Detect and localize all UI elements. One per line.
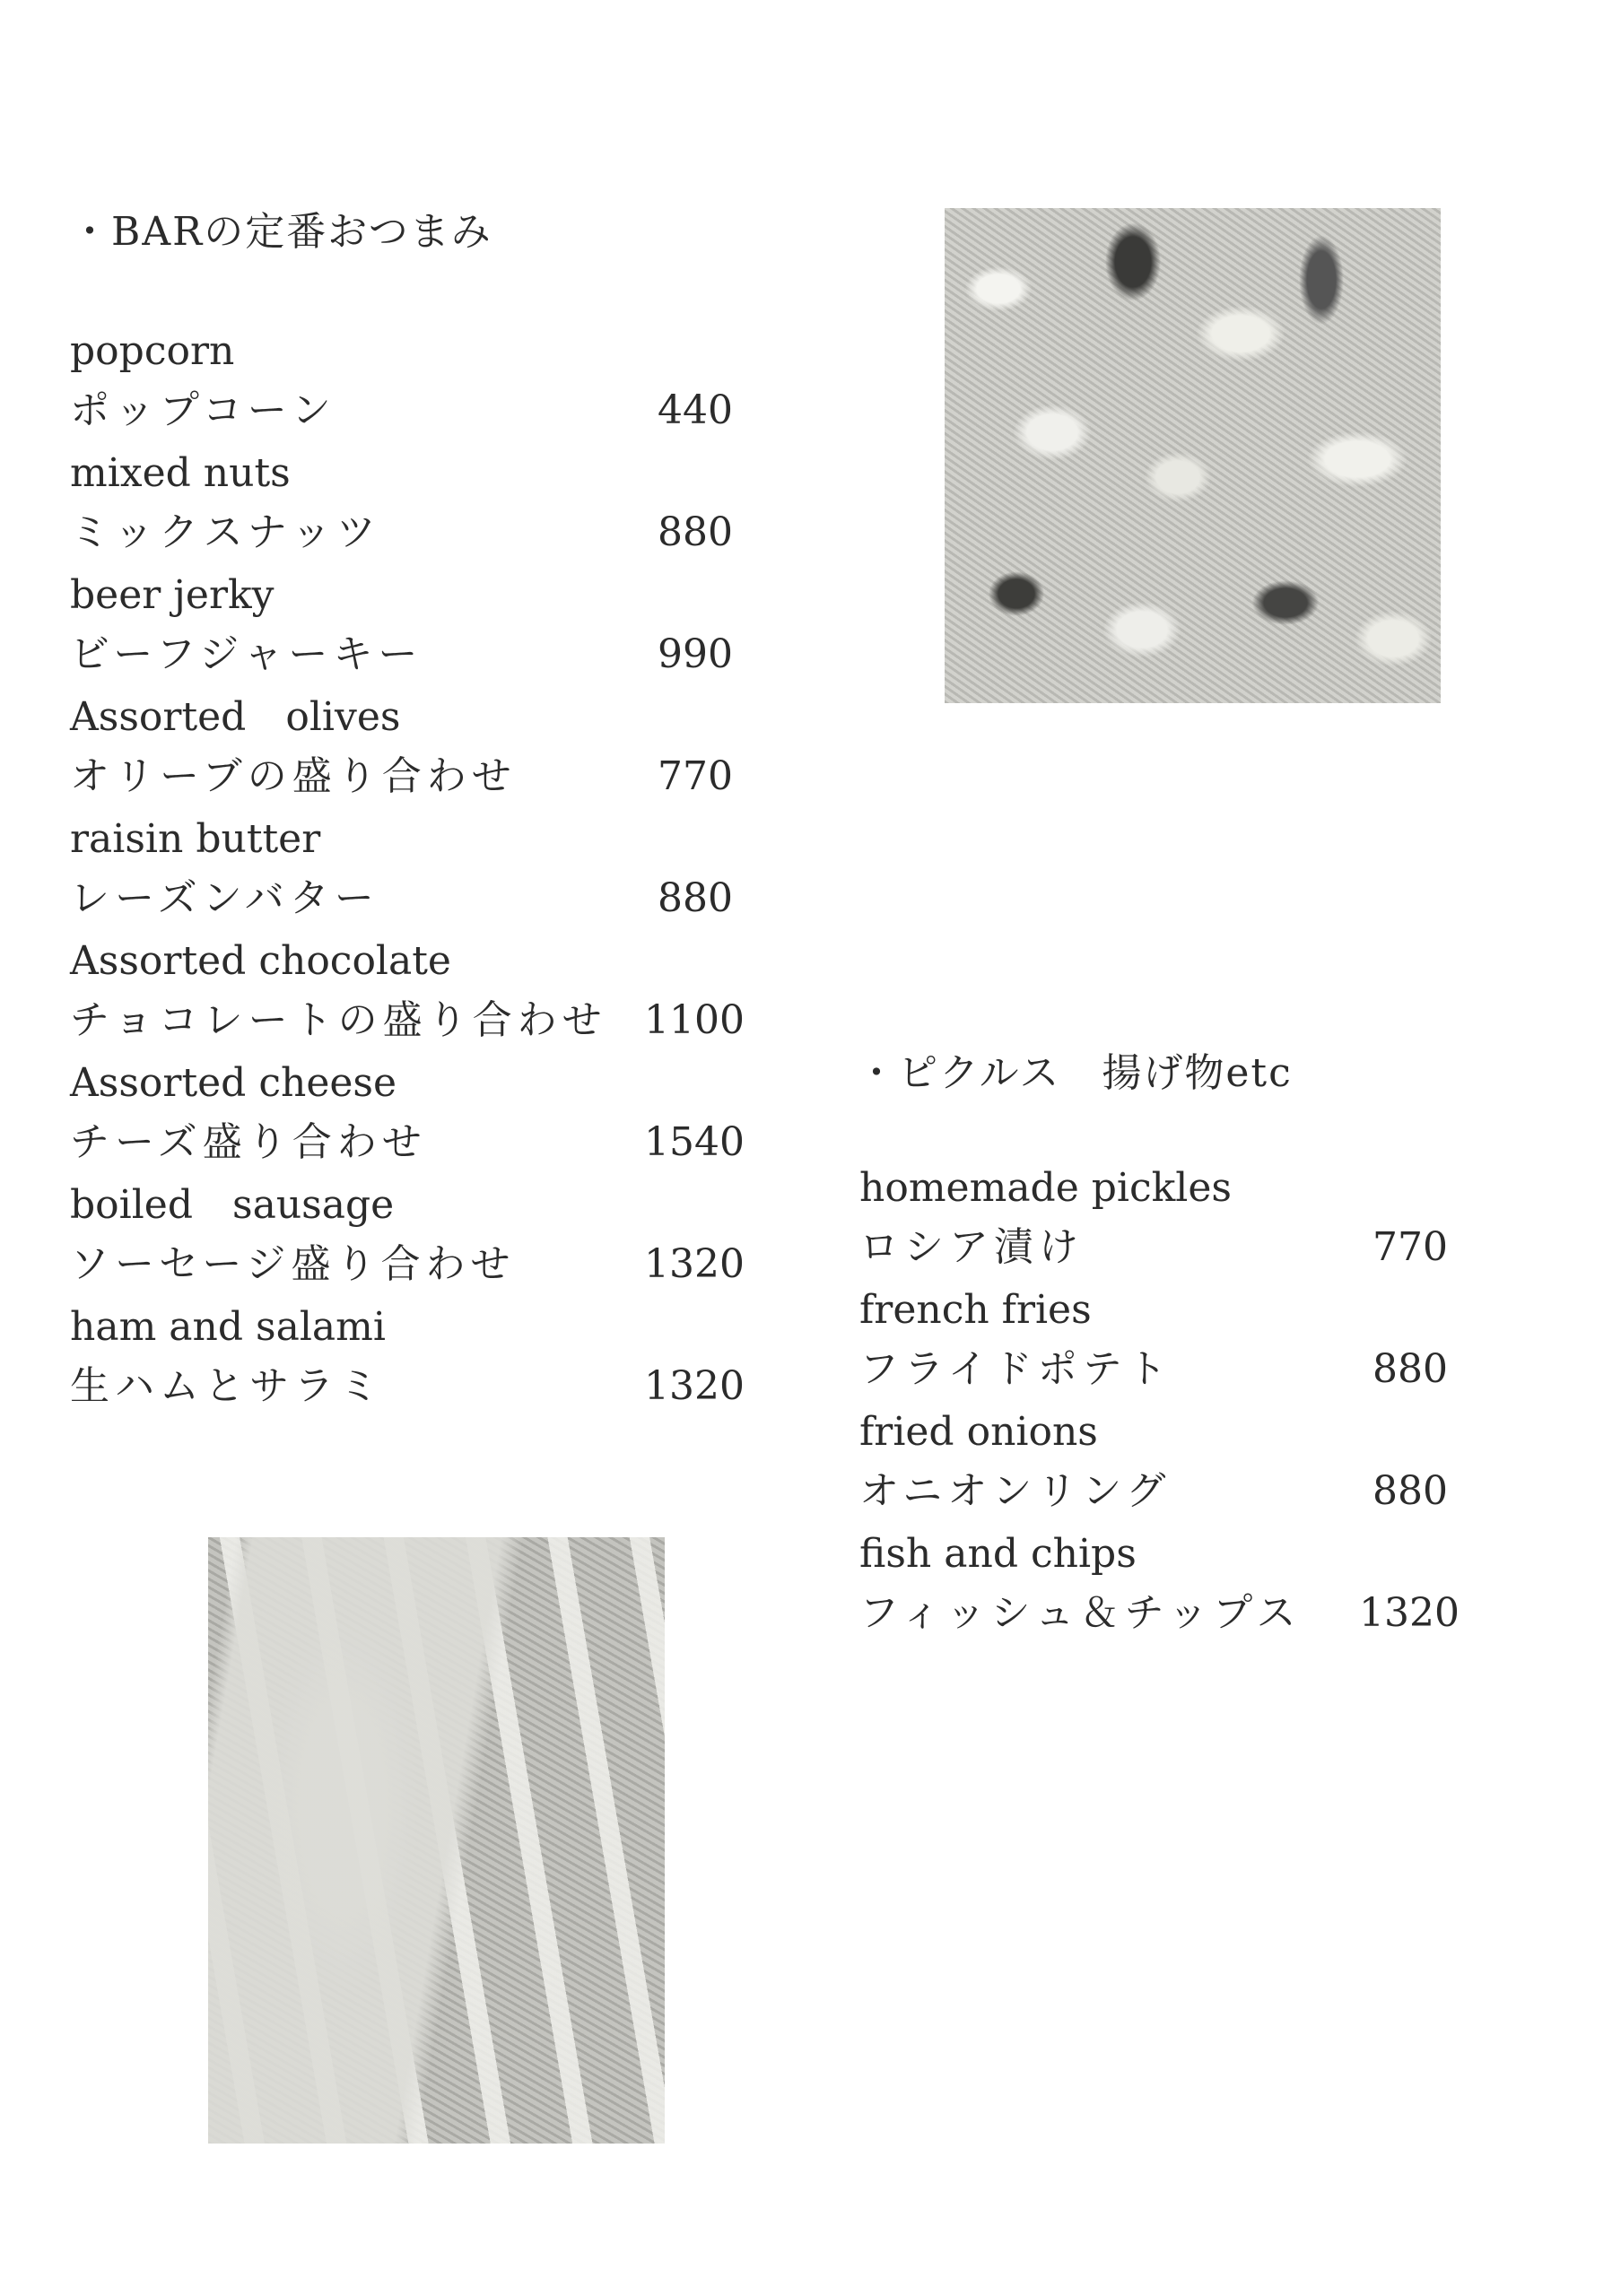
menu-item-japanese-name: フィッシュ＆チップス (859, 1590, 1302, 1636)
section-title-bar-snacks: ・BARの定番おつまみ (70, 209, 492, 255)
menu-item-japanese-name: チーズ盛り合わせ (70, 1119, 427, 1165)
mixed-nuts-photo (945, 208, 1441, 703)
menu-item-price: 1540 (644, 1119, 745, 1165)
menu-item-japanese-name: レーズンバター (70, 875, 379, 921)
menu-item-japanese-name: ポップコーン (70, 387, 336, 433)
menu-item-english-name: fried onions (859, 1409, 1098, 1455)
menu-item-japanese-name: チョコレートの盛り合わせ (70, 997, 607, 1043)
menu-item-price: 880 (1373, 1346, 1448, 1392)
menu-item-ham-salami (70, 1300, 752, 1422)
menu-item-english-name: mixed nuts (70, 450, 291, 496)
menu-item-japanese-name: ロシア漬け (859, 1224, 1084, 1270)
menu-item-english-name: popcorn (70, 328, 235, 374)
menu-item-chocolate (70, 935, 752, 1057)
menu-item-japanese-name: オニオンリング (859, 1468, 1172, 1514)
menu-item-olives (70, 691, 752, 813)
menu-item-price: 770 (1373, 1224, 1448, 1270)
menu-item-price: 1100 (644, 997, 745, 1043)
section-title-pickles-fried: ・ピクルス 揚げ物etc (857, 1050, 1293, 1096)
menu-item-fish-and-chips (859, 1527, 1469, 1649)
menu-item-english-name: Assorted cheese (70, 1060, 397, 1106)
menu-item-price: 1320 (1359, 1590, 1460, 1636)
menu-item-price: 880 (658, 875, 733, 921)
menu-item-beef-jerky (70, 569, 752, 691)
menu-item-japanese-name: ソーセージ盛り合わせ (70, 1241, 516, 1287)
menu-item-english-name: french fries (859, 1287, 1092, 1333)
pickles-fried-menu-list (859, 1161, 1469, 1649)
menu-item-price: 1320 (644, 1241, 745, 1287)
menu-item-english-name: raisin butter (70, 816, 321, 862)
menu-item-japanese-name: ミックスナッツ (70, 509, 381, 555)
menu-item-price: 880 (1373, 1468, 1448, 1514)
menu-item-english-name: fish and chips (859, 1531, 1137, 1577)
menu-item-japanese-name: オリーブの盛り合わせ (70, 753, 517, 799)
menu-item-pickles (859, 1161, 1469, 1283)
menu-item-price: 770 (658, 753, 733, 799)
menu-item-english-name: Assorted chocolate (70, 938, 451, 984)
fish-and-chips-photo (208, 1537, 665, 2144)
bar-snacks-menu-list (70, 325, 752, 1422)
menu-item-english-name: homemade pickles (859, 1165, 1232, 1211)
menu-item-sausage (70, 1178, 752, 1300)
menu-item-raisin-butter (70, 813, 752, 935)
menu-item-price: 880 (658, 509, 733, 555)
menu-item-japanese-name: フライドポテト (859, 1346, 1172, 1392)
menu-item-english-name: Assorted olives (70, 694, 401, 740)
menu-item-popcorn (70, 325, 752, 447)
menu-item-english-name: ham and salami (70, 1304, 386, 1350)
menu-item-onion-rings (859, 1405, 1469, 1527)
menu-item-english-name: beer jerky (70, 572, 275, 618)
menu-item-price: 440 (658, 387, 733, 433)
menu-item-cheese (70, 1057, 752, 1178)
menu-item-japanese-name: ビーフジャーキー (70, 631, 423, 677)
menu-item-english-name: boiled sausage (70, 1182, 395, 1228)
menu-item-price: 1320 (644, 1363, 745, 1409)
menu-item-french-fries (859, 1283, 1469, 1405)
menu-item-price: 990 (658, 631, 733, 677)
menu-item-japanese-name: 生ハムとサラミ (70, 1363, 384, 1409)
menu-item-mixed-nuts (70, 447, 752, 569)
